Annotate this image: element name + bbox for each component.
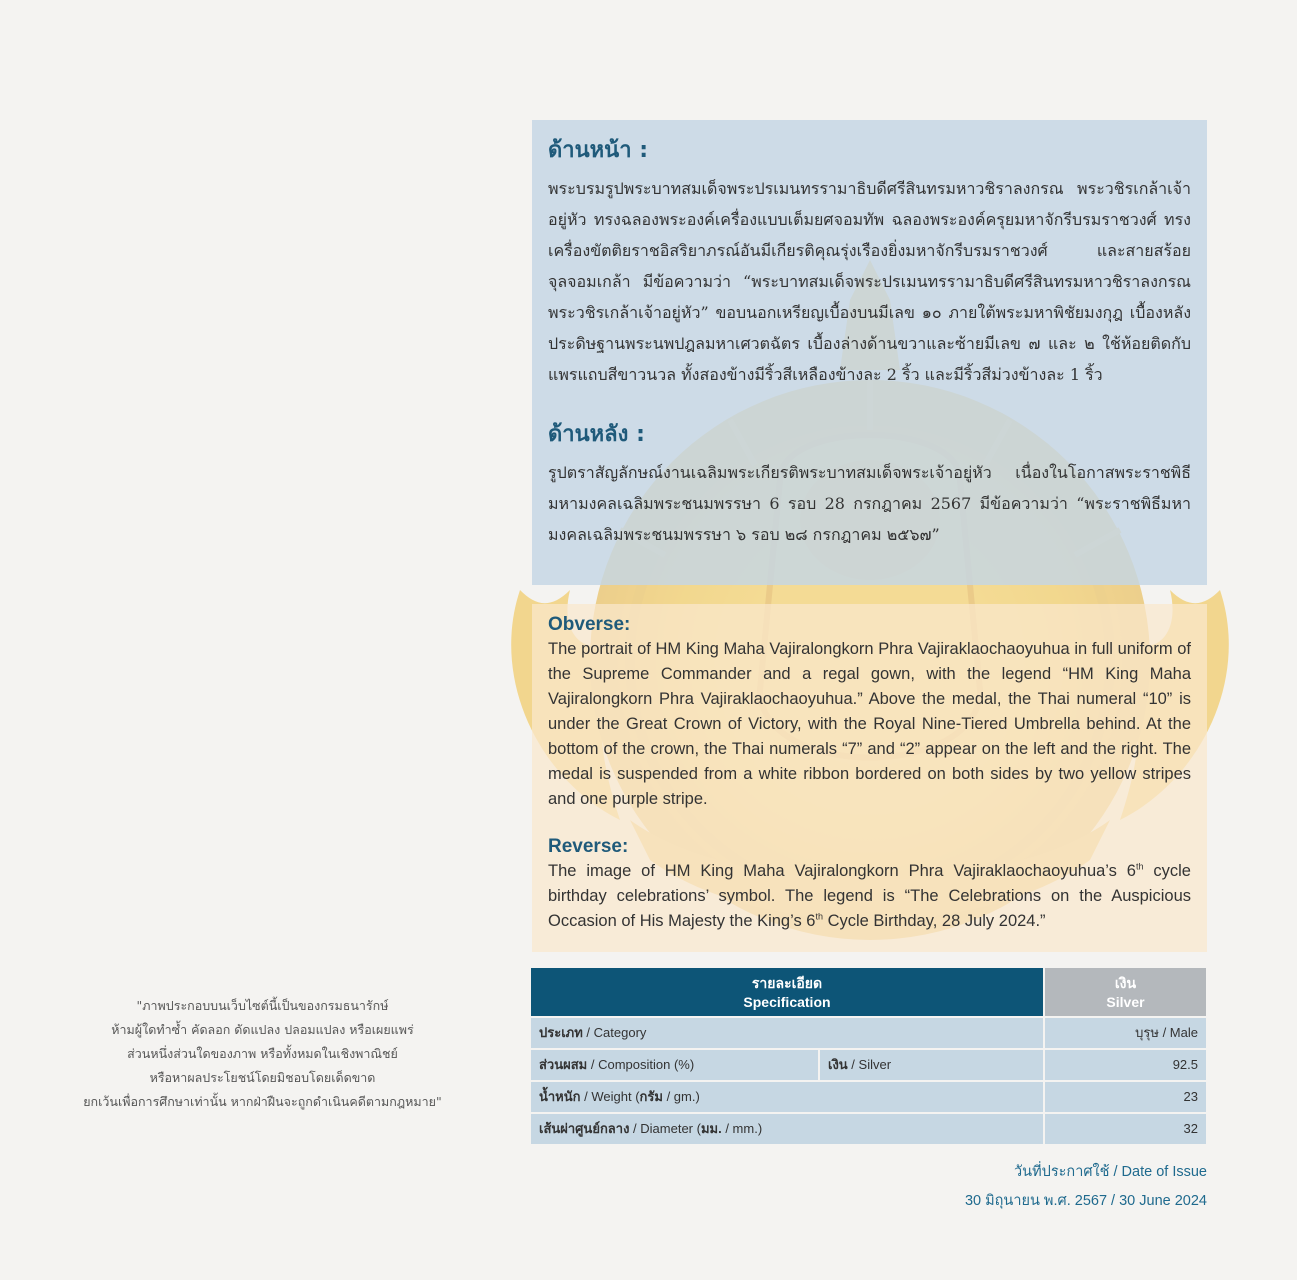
back-text: รูปตราสัญลักษณ์งานเฉลิมพระเกียรติพระบาทสมเด็จพระเจ้าอยู่หัว เนื่องในโอกาสพระราชพิธีมหามงคลเฉลิมพระชนมพรรษา 6 รอบ 28 กรกฎาคม 2567 มีข้อความว่า “พระราชพิธีมหามงคลเฉลิมพระชนมพรรษา ๖ รอบ ๒๘ กรกฎาคม ๒๕๖๗” (548, 463, 1191, 544)
issue-label: วันที่ประกาศใช้ / Date of Issue (1014, 1164, 1207, 1180)
copyright-notice: "ภาพประกอบบนเว็บไซต์นี้เป็นของกรมธนารักษ์ ห้ามผู้ใดทำซ้ำ คัดลอก ดัดแปลง ปลอมแปลง หรือเผยแพร่ ส่วนหนึ่งส่วนใดของภาพ หรือทั้งหมดในเชิงพาณิชย์ หรือหาผลประโยชน์โดยมิชอบโดยเด็ดขาด ยกเว้นเพื่อการศึกษาเท่านั้น หากฝ่าฝืนจะถูกดำเนินคดีตามกฎหมาย" (83, 998, 442, 1109)
category-value: บุรุษ / Male (1045, 1018, 1206, 1048)
diameter-value: 32 (1045, 1114, 1206, 1144)
reverse-text: The image of HM King Maha Vajiralongkorn Phra Vajiraklaochaoyuhua’s 6th cycle birthday celebrations’ symbol. The legend is “The Celebrations on the Auspicious Occasion of His Majesty the King’s 6th Cycle Birthday, 28 July 2024.” (548, 861, 1191, 930)
composition-label: ส่วนผสม / Composition (%) (531, 1050, 818, 1080)
front-text: พระบรมรูปพระบาทสมเด็จพระปรเมนทรรามาธิบดีศรีสินทรมหาวชิราลงกรณ พระวชิรเกล้าเจ้าอยู่หัว ทรงฉลองพระองค์เครื่องแบบเต็มยศจอมทัพ ฉลองพระองค์ครุยมหาจักรีบรมราชวงศ์ ทรงเครื่องขัตติยราชอิสริยาภรณ์อันมีเกียรติคุณรุ่งเรืองยิ่งมหาจักรีบรมราชวงศ์ และสายสร้อยจุลจอมเกล้า มีข้อความว่า “พระบาทสมเด็จพระปรเมนทรรามาธิบดีศรีสินทรมหาวชิราลงกรณ พระวชิรเกล้าเจ้าอยู่หัว” ขอบนอกเหรียญเบื้องบนมีเลข ๑๐ ภายใต้พระมหาพิชัยมงกุฎ เบื้องหลังประดิษฐานพระนพปฎลมหาเศวตฉัตร เบื้องล่างด้านขวาและซ้ายมีเลข ๗ และ ๒ ใช้ห้อยติดกับแพรแถบสีขาวนวล ทั้งสองข้างมีริ้วสีเหลืองข้างละ 2 ริ้ว และมีริ้วสีม่วงข้างละ 1 ริ้ว (548, 179, 1191, 384)
weight-label: น้ำหนัก / Weight (กรัม / gm.) (531, 1082, 1043, 1112)
english-description-panel (532, 604, 1207, 952)
thai-description-panel (532, 120, 1207, 585)
issue-date: 30 มิถุนายน พ.ศ. 2567 / 30 June 2024 (964, 1193, 1207, 1209)
obverse-heading: Obverse: (548, 614, 631, 635)
composition-value: 92.5 (1045, 1050, 1206, 1080)
table-header-row (531, 968, 1206, 1016)
table-row (531, 1018, 1206, 1048)
composition-metal: เงิน / Silver (820, 1050, 1043, 1080)
obverse-text: The portrait of HM King Maha Vajiralongkorn Phra Vajiraklaochaoyuhua in full uniform of the Supreme Commander and a regal gown, with the legend “HM King Maha Vajiralongkorn Phra Vajiraklaochaoyuhua.” Above the medal, the Thai numeral “10” is under the Great Crown of Victory, with the Royal Nine-Tiered Umbrella behind. At the bottom of the crown, the Thai numerals “7” and “2” appear on the left and the right. The medal is suspended from a white ribbon bordered on both sides by two yellow stripes and one purple stripe. (548, 640, 1191, 808)
weight-value: 23 (1045, 1082, 1206, 1112)
metal-header: เงิน Silver (1045, 968, 1206, 1016)
reverse-heading: Reverse: (548, 836, 629, 857)
diameter-label: เส้นผ่าศูนย์กลาง / Diameter (มม. / mm.) (531, 1114, 1043, 1144)
table-row (531, 1114, 1206, 1144)
date-of-issue (965, 1158, 1207, 1216)
front-heading: ด้านหน้า : (548, 138, 649, 163)
specification-table (531, 968, 1206, 1146)
category-label: ประเภท / Category (531, 1018, 1043, 1048)
table-row (531, 1082, 1206, 1112)
specification-header: รายละเอียด Specification (531, 968, 1043, 1016)
back-heading: ด้านหลัง : (548, 422, 645, 447)
table-row (531, 1050, 1206, 1080)
